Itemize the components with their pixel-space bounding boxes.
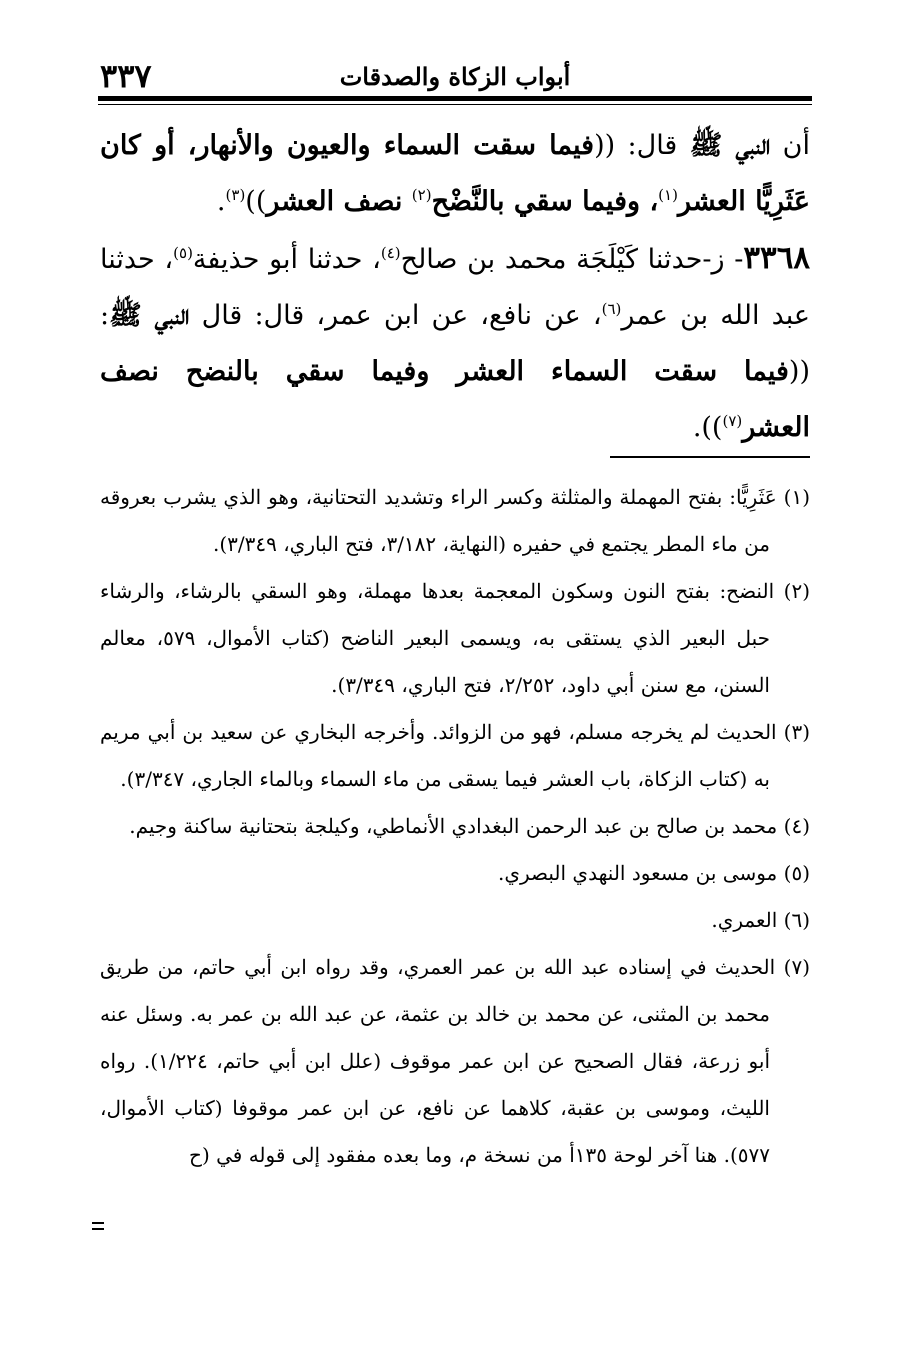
- isnad: - ز-حدثنا كَيْلَجَة محمد بن صالح: [400, 244, 744, 275]
- footnote-4: (٤) محمد بن صالح بن عبد الرحمن البغدادي الأنماطي، وكيلجة بتحتانية ساكنة وجيم.: [129, 814, 810, 838]
- header-rule: [98, 96, 812, 101]
- hadith-3368: [100, 230, 810, 456]
- hadith-matn: ، وفيما سقي بالنَّضْح: [431, 186, 659, 217]
- footnote-ref: (٦): [601, 300, 622, 318]
- footnote-1: (١) عَثَرِيًّا: بفتح المهملة والمثلثة وكسر الراء وتشديد التحتانية، وهو الذي يشرب بعروقه من ماء المطر يجتمع في حفيره (النهاية، ٣/١٨٢، فتح الباري، ٣/٣٤٩).: [100, 485, 810, 556]
- footnote-ref: (٢): [411, 186, 432, 204]
- footnote-3: (٣) الحديث لم يخرجه مسلم، فهو من الزوائد. وأخرجه البخاري عن سعيد بن أبي مريم به (كتاب الزكاة، باب العشر فيما يسقى من ماء السماء وبالماء الجاري، ٣/٣٤٧).: [100, 720, 810, 791]
- footnote-2: (٢) النضح: بفتح النون وسكون المعجمة بعدها مهملة، وهو السقي بالرشاء، والرشاء حبل البعير الذي يستقى به، ويسمى البعير الناضح (كتاب الأموال، ٥٧٩، معالم السنن، مع سنن أبي داود، ٢/٢٥٢، فتح الباري، ٣/٣٤٩).: [100, 579, 810, 697]
- footnote-separator: [610, 456, 810, 458]
- text-segment-bold: النبي ﷺ: [689, 130, 771, 161]
- text-segment: أن: [770, 130, 810, 161]
- chapter-title: أبواب الزكاة والصدقات: [339, 62, 571, 91]
- isnad: ، حدثنا عبد الله بن عمر: [100, 244, 810, 331]
- footnote-ref: (١): [658, 186, 678, 204]
- text-segment: قال: ((: [594, 130, 690, 161]
- footnotes: [100, 474, 810, 1179]
- text-segment: )).: [692, 412, 723, 443]
- isnad: ، حدثنا أبو حذيفة: [192, 244, 381, 275]
- footnote-ref: (٤): [380, 244, 401, 262]
- continuation-mark: [92, 1222, 104, 1230]
- footnote-ref: (٣): [225, 186, 246, 204]
- isnad: ، عن نافع، عن ابن عمر، قال: قال: [189, 300, 602, 331]
- page-header: [100, 56, 810, 96]
- page-number: ٣٣٧: [100, 57, 152, 95]
- text-segment: : ((: [100, 300, 810, 387]
- hadith-continuation: [100, 118, 810, 230]
- footnote-6: (٦) العمري.: [711, 908, 810, 932]
- text-segment: .: [216, 186, 226, 217]
- hadith-matn: نصف العشر: [266, 186, 412, 217]
- hadith-number: ٣٣٦٨: [743, 240, 810, 276]
- footnote-ref: (٥): [173, 244, 193, 262]
- hadith-matn: فيما سقت السماء العشر وفيما سقي بالنضح نصف العشر: [100, 356, 810, 443]
- footnote-ref: (٧): [722, 412, 743, 430]
- header-rule-thin: [98, 104, 812, 105]
- text-segment-bold: النبي ﷺ: [109, 300, 190, 331]
- hadith-matn: فيما سقت السماء والعيون والأنهار، أو كان عَثَرِيًّا العشر: [100, 130, 810, 217]
- main-text: [100, 118, 810, 456]
- footnote-5: (٥) موسى بن مسعود النهدي البصري.: [498, 861, 810, 885]
- footnote-7: (٧) الحديث في إسناده عبد الله بن عمر العمري، وقد رواه ابن أبي حاتم، من طريق محمد بن المثنى، عن محمد بن خالد بن عثمة، عن عبد الله بن عمر به. وسئل عنه أبو زرعة، فقال الصحيح عن ابن عمر موقوف (علل ابن أبي حاتم، ١/٢٢٤). رواه الليث، وموسى بن عقبة، كلاهما عن نافع، عن ابن عمر موقوفا (كتاب الأموال، ٥٧٧). هنا آخر لوحة ١٣٥أ من نسخة م، وما بعده مفقود إلى قوله في (ح: [100, 955, 810, 1167]
- text-segment: )): [245, 186, 267, 217]
